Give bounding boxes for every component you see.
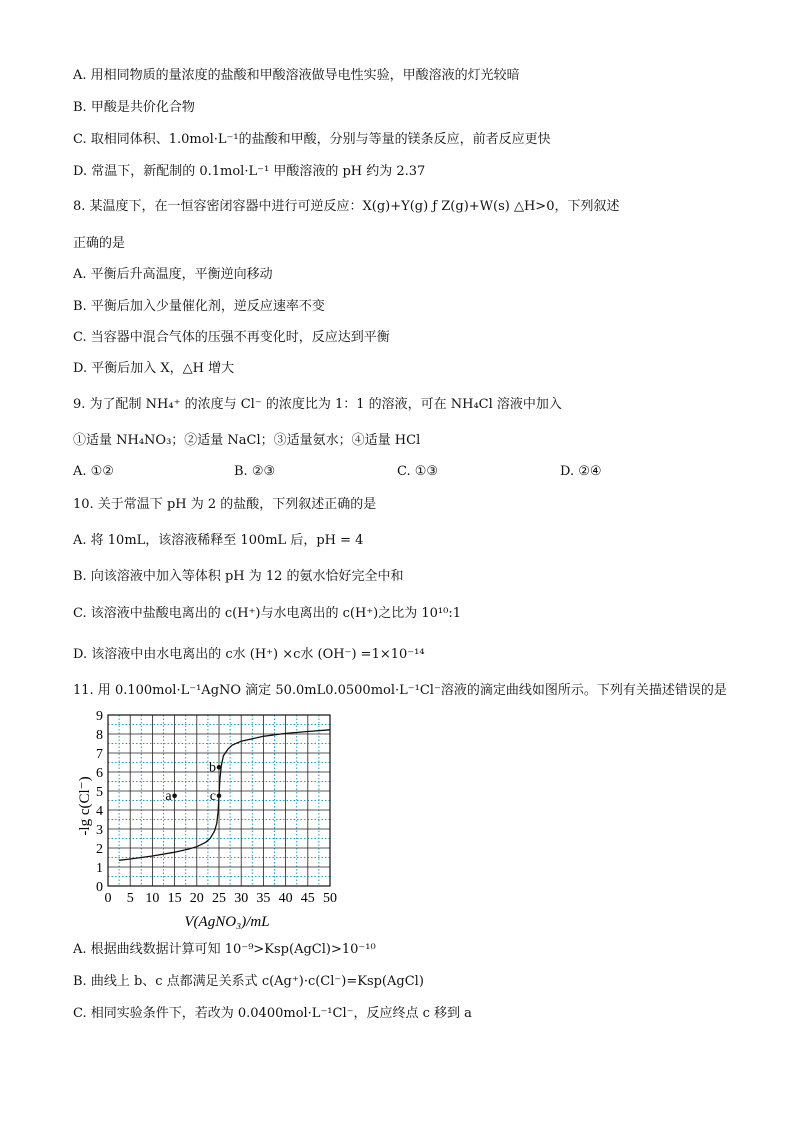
- chart-y-tick-label: 3: [96, 823, 103, 838]
- chart-y-tick-label: 1: [96, 861, 103, 876]
- line-q10-option-b: B. 向该溶液中加入等体积 pH 为 12 的氨水恰好完全中和: [73, 569, 404, 584]
- chart-x-tick-label: 10: [145, 891, 160, 906]
- chart-x-tick-label: 5: [126, 891, 134, 906]
- q9-option-b: B. ②③: [234, 464, 276, 479]
- line-q7-option-b: B. 甲酸是共价化合物: [73, 100, 195, 115]
- chart-x-tick-label: 50: [323, 891, 337, 906]
- line-q8-stem: 8. 某温度下，在一恒容密闭容器中进行可逆反应：X(g)+Y(g) ƒ Z(g)+W(s) △H>0，下列叙述: [73, 199, 620, 214]
- chart-y-tick-label: 8: [96, 728, 103, 743]
- chart-point-b: [217, 765, 222, 770]
- chart-y-tick-label: 4: [96, 804, 103, 819]
- line-q8-option-a: A. 平衡后升高温度，平衡逆向移动: [73, 267, 273, 282]
- line-q7-option-d: D. 常温下，新配制的 0.1mol·L⁻¹ 甲酸溶液的 pH 约为 2.37: [73, 164, 426, 179]
- line-q7-option-c: C. 取相同体积、1.0mol·L⁻¹的盐酸和甲酸，分别与等量的镁条反应，前者反应更快: [73, 132, 551, 147]
- line-q7-option-a: A. 用相同物质的量浓度的盐酸和甲酸溶液做导电性实验，甲酸溶液的灯光较暗: [73, 68, 520, 83]
- chart-x-tick-label: 30: [234, 891, 249, 906]
- line-q8-option-b: B. 平衡后加入少量催化剂，逆反应速率不变: [73, 299, 325, 314]
- q9-option-a: A. ①②: [73, 464, 114, 479]
- chart-x-tick-label: 0: [104, 891, 112, 906]
- chart-x-tick-label: 35: [256, 891, 271, 906]
- line-q8-stem-cont: 正确的是: [73, 236, 126, 251]
- chart-y-tick-label: 7: [96, 747, 103, 762]
- line-q9-stem: 9. 为了配制 NH₄⁺ 的浓度与 Cl⁻ 的浓度比为 1：1 的溶液，可在 NH₄Cl 溶液中加入: [73, 397, 562, 412]
- chart-y-tick-label: 6: [96, 766, 103, 781]
- titration-curve: [119, 730, 330, 861]
- line-q10-option-a: A. 将 10mL，该溶液稀释至 100mL 后，pH = 4: [73, 533, 364, 548]
- line-q11-option-a: A. 根据曲线数据计算可知 10⁻⁹>Ksp(AgCl)>10⁻¹⁰: [73, 942, 376, 957]
- q9-option-d: D. ②④: [560, 464, 602, 479]
- chart-point-a: [172, 793, 177, 798]
- chart-y-tick-label: 0: [96, 880, 103, 895]
- chart-x-tick-label: 15: [167, 891, 182, 906]
- line-q11-stem: 11. 用 0.100mol·L⁻¹AgNO 滴定 50.0mL0.0500mol·L⁻¹Cl⁻溶液的滴定曲线如图所示。下列有关描述错误的是: [73, 683, 727, 698]
- chart-x-tick-label: 25: [212, 891, 226, 906]
- chart-x-tick-label: 45: [300, 891, 315, 906]
- chart-x-tick-label: 40: [278, 891, 293, 906]
- chart-point-label-c: c: [209, 788, 216, 804]
- q9-option-c: C. ①③: [397, 464, 439, 479]
- chart-x-tick-label: 20: [189, 891, 204, 906]
- chart-point-label-a: a: [165, 788, 172, 804]
- line-q9-reagents: ①适量 NH₄NO₃；②适量 NaCl；③适量氨水；④适量 HCl: [73, 433, 421, 448]
- chart-y-tick-label: 5: [96, 785, 103, 800]
- chart-point-c: [217, 793, 222, 798]
- chart-x-label: V(AgNO₃)/mL: [184, 914, 270, 930]
- line-q10-option-c: C. 该溶液中盐酸电离出的 c(H⁺)与水电离出的 c(H⁺)之比为 10¹⁰:1: [73, 606, 462, 621]
- q9-options: [73, 464, 713, 482]
- line-q11-option-b: B. 曲线上 b、c 点都满足关系式 c(Ag⁺)·c(Cl⁻)=Ksp(AgCl): [73, 974, 424, 989]
- line-q10-stem: 10. 关于常温下 pH 为 2 的盐酸，下列叙述正确的是: [73, 497, 377, 512]
- chart-y-label: -lg c(Cl⁻): [77, 776, 93, 836]
- line-q8-option-c: C. 当容器中混合气体的压强不再变化时，反应达到平衡: [73, 330, 390, 345]
- chart-point-label-b: b: [209, 760, 216, 776]
- line-q10-option-d: D. 该溶液中由水电离出的 c水 (H⁺) ×c水 (OH⁻) =1×10⁻¹⁴: [73, 647, 425, 662]
- chart-y-tick-label: 2: [96, 842, 103, 857]
- chart-y-tick-label: 9: [96, 709, 103, 724]
- line-q11-option-c: C. 相同实验条件下，若改为 0.0400mol·L⁻¹Cl⁻，反应终点 c 移到 a: [73, 1006, 472, 1021]
- titration-chart: [72, 704, 362, 934]
- line-q8-option-d: D. 平衡后加入 X，△H 增大: [73, 361, 235, 376]
